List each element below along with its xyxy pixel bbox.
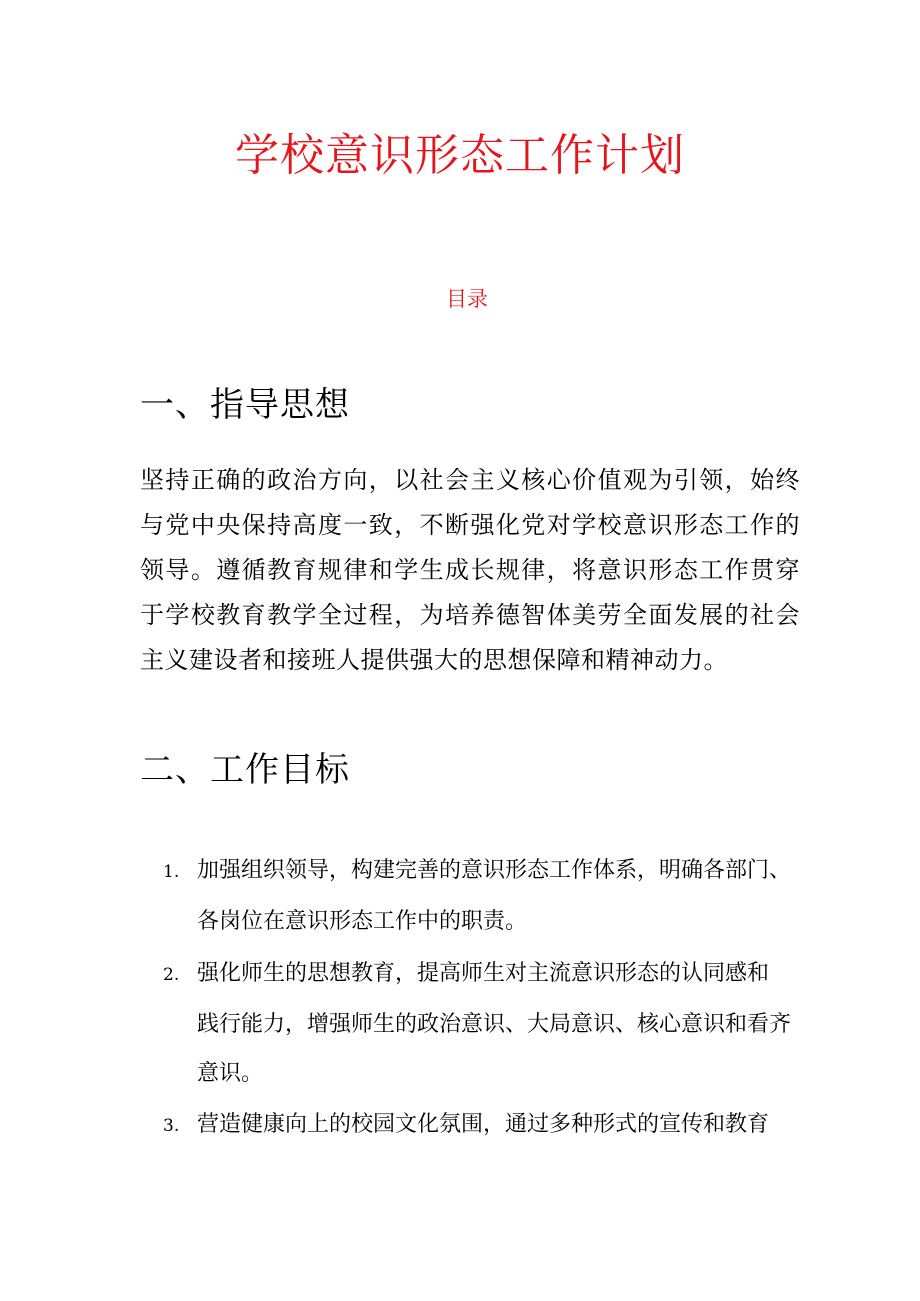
goal-number: 2. xyxy=(163,965,180,985)
section-heading-work-goals: 二、工作目标 xyxy=(140,750,350,790)
goal-text-line1: 加强组织领导，构建完善的意识形态工作体系，明确各部门、 xyxy=(197,858,792,883)
section-heading-guiding-ideology: 一、指导思想 xyxy=(140,385,350,425)
goal-text-line1: 营造健康向上的校园文化氛围，通过多种形式的宣传和教育 xyxy=(197,1112,770,1137)
goal-text-line1: 强化师生的思想教育，提高师生对主流意识形态的认同感和 xyxy=(197,961,770,986)
goal-item xyxy=(163,1100,803,1151)
goal-item xyxy=(163,949,803,1098)
goal-text-continued: 各岗位在意识形态工作中的职责。 xyxy=(197,909,528,934)
goal-number: 3. xyxy=(163,1116,180,1136)
goal-text-continued: 践行能力，增强师生的政治意识、大局意识、核心意识和看齐意识。 xyxy=(197,1012,792,1086)
document-title: 学校意识形态工作计划 xyxy=(235,130,685,181)
section-paragraph-guiding-ideology: 坚持正确的政治方向，以社会主义核心价值观为引领，始终与党中央保持高度一致，不断强化党对学校意识形态工作的领导。遵循教育规律和学生成长规律，将意识形态工作贯穿于学校教育教学全过程，为培养德智体美劳全面发展的社会主义建设者和接班人提供强大的思想保障和精神动力。 xyxy=(140,466,800,674)
toc-label: 目录 xyxy=(446,287,488,311)
goal-item xyxy=(163,846,803,946)
goal-number: 1. xyxy=(163,862,180,882)
